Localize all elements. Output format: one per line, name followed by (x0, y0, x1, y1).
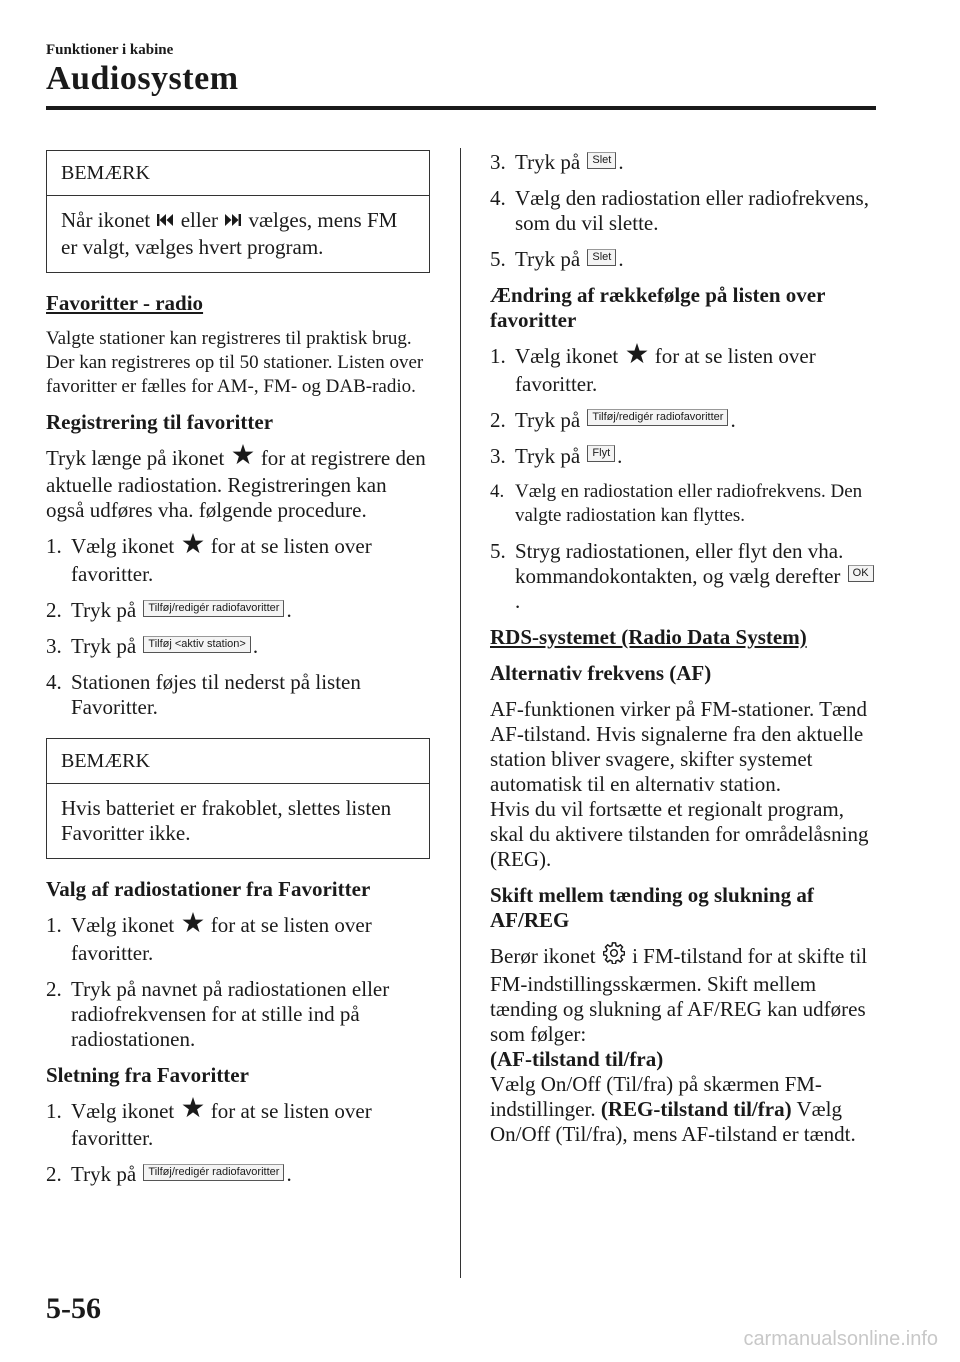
register-steps (46, 534, 430, 720)
list-item: 1. Vælg ikonet for at se listen over favoritter. (46, 913, 372, 965)
watermark: carmanualsonline.info (743, 1328, 938, 1350)
add-edit-favorites-button: Tilføj/redigér radiofavoritter (143, 1164, 284, 1181)
reg-text: Hvis du vil fortsætte et regionalt program, skal du aktivere tilstanden for områdelåsning (REG). (490, 796, 869, 871)
reg-mode-label: (REG-tilstand til/fra) (600, 1096, 792, 1121)
list-item: 4. Vælg en radiostation eller radiofrekvens. Den valgte radiostation kan flyttes. (490, 480, 863, 526)
note-body (47, 196, 429, 272)
move-button: Flyt (587, 445, 615, 462)
list-item: 1. Vælg ikonet for at se listen over favoritter. (490, 344, 816, 396)
note-text: eller (180, 208, 219, 232)
select-steps (46, 913, 430, 1052)
list-item: 5. Tryk på Slet . (490, 247, 624, 271)
star-icon (626, 343, 648, 370)
favorites-heading: Favoritter - radio (46, 290, 204, 315)
add-active-station-button: Tilføj <aktiv station> (143, 636, 250, 653)
list-item: 5. Stryg radiostationen, eller flyt den vha. kommandokontakten, og vælg derefter OK. (490, 539, 880, 614)
left-column (46, 150, 430, 1198)
register-heading: Registrering til favoritter (46, 409, 274, 434)
reorder-steps (490, 344, 880, 614)
title-rule (46, 106, 876, 110)
note-body: Hvis batteriet er frakoblet, slettes listen Favoritter ikke. (61, 796, 392, 846)
af-mode-label: (AF-tilstand til/fra) (490, 1046, 664, 1071)
gear-icon (603, 942, 625, 970)
note-box (46, 150, 430, 273)
list-item: 1. Vælg ikonet for at se listen over favoritter. (46, 1098, 372, 1151)
list-item: 4. Stationen føjes til nederst på listen Favoritter. (46, 670, 361, 720)
register-text: Tryk længe på ikonet for at registrere den aktuelle radiostation. Registreringen kan også udføres vha. følgende procedure. (46, 445, 426, 523)
section-label: Funktioner i kabine (46, 42, 174, 58)
delete-heading: Sletning fra Favoritter (46, 1062, 249, 1087)
page-number: 5-56 (46, 1292, 101, 1325)
note-box (46, 738, 430, 859)
list-item: 2. Tryk på navnet på radiostationen eller radiofrekvensen for at stille ind på radiostationen. (46, 976, 390, 1051)
switch-heading: Skift mellem tænding og slukning af AF/REG (490, 882, 814, 932)
list-item: 4. Vælg den radiostation eller radiofrekvens, som du vil slette. (490, 186, 869, 235)
skip-back-icon (157, 208, 173, 233)
select-heading: Valg af radiostationer fra Favoritter (46, 877, 371, 902)
list-item: 2. Tryk på Tilføj/redigér radiofavoritter . (46, 1162, 292, 1187)
note-text: Når ikonet (61, 208, 151, 232)
reg-mode-text: Vælg On/Off (Til/fra), mens AF-tilstand er tændt. (490, 1096, 856, 1146)
note-text: vælges, mens FM er valgt, vælges hvert program. (61, 208, 398, 259)
star-icon (182, 1097, 204, 1124)
delete-button: Slet (587, 152, 616, 169)
switch-text: Berør ikonet i FM-tilstand for at skifte til FM-indstillingsskærmen. Skift mellem tænding og slukning af AF/REG kan udføres som følger: (490, 943, 868, 1046)
ok-button: OK (848, 565, 874, 582)
af-text: AF-funktionen virker på FM-stationer. Tænd AF-tilstand. Hvis signalerne fra den aktuelle station bliver svagere, skifter systemet automatisk til en alternativ station. (490, 696, 867, 796)
delete-steps-continued (490, 150, 880, 272)
column-divider (460, 148, 461, 1278)
af-mode-text: Vælg On/Off (Til/fra) på skærmen FM-indstillinger. (REG-tilstand til/fra) Vælg On/Off (Til/fra), mens AF-tilstand er tændt. (490, 1071, 856, 1146)
list-item: 3. Tryk på Tilføj <aktiv station> . (46, 634, 259, 659)
star-icon (182, 533, 204, 560)
note-title: BEMÆRK (47, 151, 429, 196)
add-edit-favorites-button: Tilføj/redigér radiofavoritter (143, 600, 284, 617)
list-item: 2. Tryk på Tilføj/redigér radiofavoritter . (46, 598, 292, 623)
star-icon (232, 444, 254, 471)
list-item: 1. Vælg ikonet for at se listen over favoritter. (46, 534, 372, 587)
star-icon (182, 912, 204, 939)
list-item: 2. Tryk på Tilføj/redigér radiofavoritter . (490, 407, 736, 432)
skip-forward-icon (225, 208, 241, 233)
page-title: Audiosystem (46, 60, 239, 97)
note-title: BEMÆRK (47, 739, 429, 784)
delete-button: Slet (587, 249, 616, 266)
list-item: 3. Tryk på Slet . (490, 150, 624, 174)
list-item: 3. Tryk på Flyt . (490, 443, 623, 468)
af-heading: Alternativ frekvens (AF) (490, 660, 712, 685)
rds-heading: RDS-systemet (Radio Data System) (490, 624, 807, 649)
reorder-heading: Ændring af rækkefølge på listen over favoritter (490, 283, 826, 332)
delete-steps (46, 1099, 430, 1188)
favorites-text: Valgte stationer kan registreres til praktisk brug. Der kan registreres op til 50 stationer. Listen over favoritter er fælles for AM-, FM- og DAB-radio. (46, 327, 424, 397)
right-column (490, 150, 880, 1147)
add-edit-favorites-button: Tilføj/redigér radiofavoritter (587, 409, 728, 426)
